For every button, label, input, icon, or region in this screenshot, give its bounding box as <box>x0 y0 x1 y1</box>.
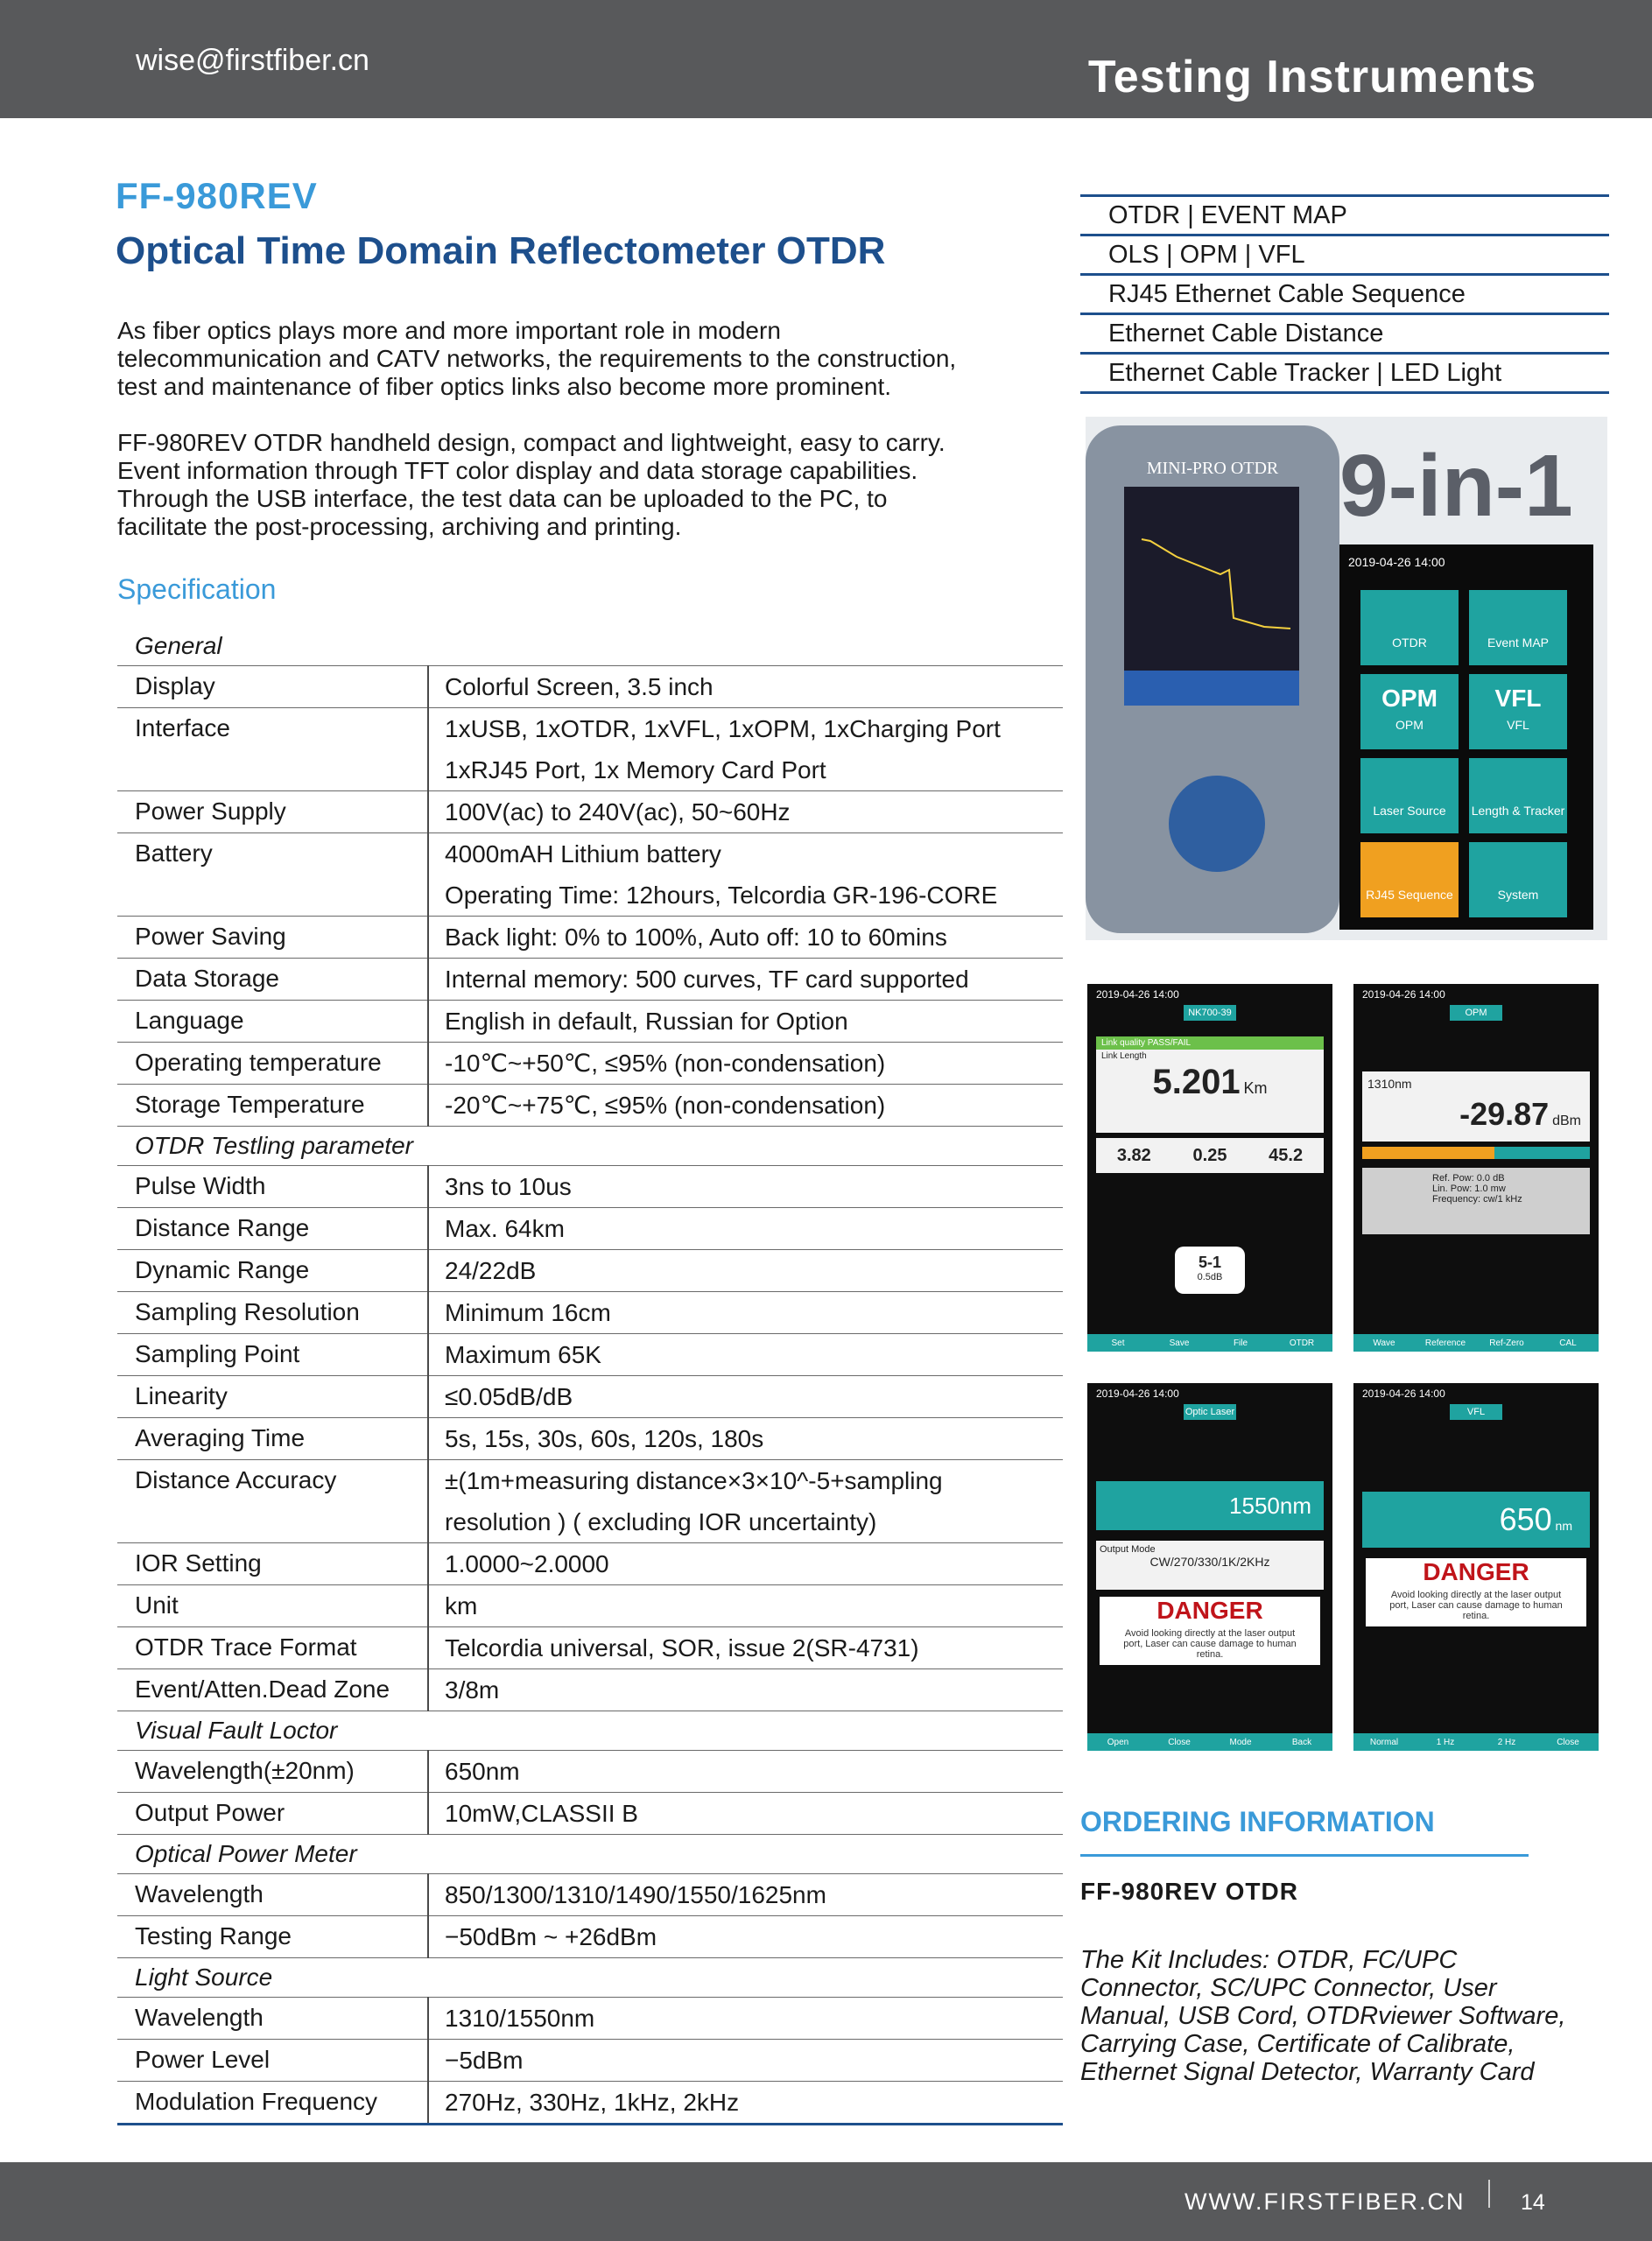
spec-value <box>428 1043 1063 1085</box>
loss-panel <box>1096 1138 1324 1173</box>
device-brand: MINI-PRO OTDR <box>1146 459 1279 478</box>
spec-value-line: 3/8m <box>445 1676 500 1704</box>
event-box[interactable] <box>1175 1247 1245 1294</box>
spec-value-line: 5s, 15s, 30s, 60s, 120s, 180s <box>445 1425 764 1452</box>
spec-row <box>117 1292 1063 1334</box>
softkey-reference[interactable]: Reference <box>1424 1338 1466 1348</box>
vfl-wavelength-panel <box>1362 1492 1590 1548</box>
menu-tile-label: RJ45 Sequence <box>1366 888 1453 902</box>
menu-tile-icon: OPM <box>1381 685 1438 712</box>
spec-group-row <box>117 1711 1063 1751</box>
menu-tile-label: OTDR <box>1392 636 1427 650</box>
spec-value <box>428 959 1063 1001</box>
danger-text: Avoid looking directly at the laser output port, Laser can cause damage to human retina. <box>1389 1590 1563 1621</box>
product-photo <box>1086 417 1607 940</box>
spec-value-line: Operating Time: 12hours, Telcordia GR-196-CORE <box>445 882 998 909</box>
status-bar: 2019-04-26 14:00 <box>1096 988 1179 1001</box>
event-loss: 0.5dB <box>1197 1272 1223 1282</box>
spec-group-title: Optical Power Meter <box>117 1835 1063 1874</box>
spec-value <box>428 2040 1063 2082</box>
opm-screen <box>1353 984 1599 1352</box>
softkey-cal[interactable]: CAL <box>1559 1338 1577 1348</box>
spec-row <box>117 791 1063 833</box>
feature-item: OLS | OPM | VFL <box>1080 236 1609 276</box>
softkey-bar <box>1087 1334 1332 1352</box>
spec-value-line: 1.0000~2.0000 <box>445 1550 609 1577</box>
spec-value <box>428 833 1063 917</box>
spec-key: Distance Range <box>117 1208 428 1250</box>
spec-value <box>428 1751 1063 1793</box>
spec-row <box>117 1250 1063 1292</box>
spec-key: Pulse Width <box>117 1166 428 1208</box>
feature-item: RJ45 Ethernet Cable Sequence <box>1080 276 1609 315</box>
menu-tile[interactable] <box>1360 842 1459 917</box>
menu-tile-label: OPM <box>1395 718 1424 732</box>
spec-value-line: ≤0.05dB/dB <box>445 1383 573 1410</box>
menu-tile[interactable] <box>1360 674 1459 749</box>
output-mode-value: CW/270/330/1K/2KHz <box>1149 1555 1270 1569</box>
intro-line: Event information through TFT color display and data storage capabilities. <box>117 457 918 484</box>
danger-title: DANGER <box>1423 1558 1529 1585</box>
ordering-divider <box>1080 1854 1529 1857</box>
spec-key: Wavelength(±20nm) <box>117 1751 428 1793</box>
spec-value <box>428 1292 1063 1334</box>
intro-paragraph-1 <box>117 317 1072 401</box>
intro-line: Through the USB interface, the test data can be uploaded to the PC, to <box>117 485 888 512</box>
menu-tile[interactable] <box>1469 590 1567 665</box>
link-length-value: 5.201 <box>1152 1063 1241 1101</box>
spec-row <box>117 1793 1063 1835</box>
menu-tile-label: Laser Source <box>1373 804 1446 818</box>
spec-row <box>117 1874 1063 1916</box>
opm-ref: Ref. Pow: 0.0 dB <box>1432 1173 1505 1184</box>
main-menu-screen <box>1339 544 1593 930</box>
opm-info-panel <box>1362 1168 1590 1234</box>
spec-group-row <box>117 1127 1063 1166</box>
link-loss-value: 3.82 <box>1116 1145 1151 1165</box>
spec-value-line: resolution ) ( excluding IOR uncertainty) <box>445 1508 877 1535</box>
spec-row <box>117 1543 1063 1585</box>
return-loss-value: 45.2 <box>1269 1145 1304 1165</box>
spec-group-title: Light Source <box>117 1958 1063 1998</box>
spec-row <box>117 1751 1063 1793</box>
spec-key: Interface <box>117 708 428 791</box>
spec-value <box>428 791 1063 833</box>
spec-key: Wavelength <box>117 1998 428 2040</box>
spec-row <box>117 1085 1063 1127</box>
spec-value <box>428 1460 1063 1543</box>
spec-value <box>428 1543 1063 1585</box>
status-bar: 2019-04-26 14:00 <box>1362 988 1445 1001</box>
spec-key: Operating temperature <box>117 1043 428 1085</box>
danger-warning <box>1366 1558 1586 1626</box>
ordering-heading: ORDERING INFORMATION <box>1080 1806 1435 1837</box>
softkey-1hz[interactable]: 1 Hz <box>1436 1738 1455 1747</box>
spec-group-row <box>117 1958 1063 1998</box>
softkey-bar <box>1353 1733 1599 1751</box>
spec-key: Unit <box>117 1585 428 1627</box>
softkey-bar <box>1353 1334 1599 1352</box>
spec-value <box>428 708 1063 791</box>
menu-tile-icon <box>1469 758 1567 798</box>
intro-line: As fiber optics plays more and more important role in modern <box>117 317 781 344</box>
spec-row <box>117 833 1063 917</box>
spec-key: Averaging Time <box>117 1418 428 1460</box>
intro-line: FF-980REV OTDR handheld design, compact and lightweight, easy to carry. <box>117 429 946 456</box>
spec-key: Data Storage <box>117 959 428 1001</box>
spec-key: Power Saving <box>117 917 428 959</box>
menu-tile-label: System <box>1497 888 1539 902</box>
softkey-normal[interactable]: Normal <box>1369 1738 1399 1747</box>
softkey-save[interactable]: Save <box>1169 1338 1190 1348</box>
spec-value <box>428 1793 1063 1835</box>
trace-graph-icon <box>1124 487 1299 706</box>
vfl-wavelength-unit: nm <box>1555 1519 1572 1533</box>
feature-item: OTDR | EVENT MAP <box>1080 197 1609 236</box>
spec-value-line: 1310/1550nm <box>445 2005 595 2032</box>
menu-tile-icon <box>1360 842 1459 882</box>
product-model: FF-980REV <box>116 175 318 216</box>
vfl-screen <box>1353 1383 1599 1751</box>
danger-text: Avoid looking directly at the laser output port, Laser can cause damage to human retina. <box>1123 1628 1297 1660</box>
nine-in-one-badge: 9-in-1 <box>1339 437 1573 535</box>
intro-line: facilitate the post-processing, archiving and printing. <box>117 513 682 540</box>
footer-separator <box>1488 2180 1490 2208</box>
spec-value-line: Max. 64km <box>445 1215 565 1242</box>
spec-value <box>428 1001 1063 1043</box>
softkey-back[interactable]: Back <box>1291 1738 1312 1747</box>
spec-row <box>117 917 1063 959</box>
spec-key: IOR Setting <box>117 1543 428 1585</box>
header-bar <box>0 0 1652 118</box>
spec-value-line: ±(1m+measuring distance×3×10^-5+sampling <box>445 1467 943 1494</box>
spec-value <box>428 1250 1063 1292</box>
softkey-otdr[interactable]: OTDR <box>1289 1338 1315 1348</box>
spec-value-line: -20℃~+75℃, ≤95% (non-condensation) <box>445 1092 886 1119</box>
spec-key: Language <box>117 1001 428 1043</box>
spec-value-line: 3ns to 10us <box>445 1173 572 1200</box>
ordering-model: FF-980REV OTDR <box>1080 1878 1298 1905</box>
menu-tile[interactable] <box>1469 674 1567 749</box>
spec-value-line: 10mW,CLASSII B <box>445 1800 638 1827</box>
spec-value-line: 270Hz, 330Hz, 1kHz, 2kHz <box>445 2089 740 2116</box>
spec-row <box>117 1669 1063 1711</box>
spec-value-line: -10℃~+50℃, ≤95% (non-condensation) <box>445 1050 886 1077</box>
spec-row <box>117 959 1063 1001</box>
opm-reading-panel <box>1362 1071 1590 1142</box>
spec-value <box>428 1916 1063 1958</box>
spec-row <box>117 1916 1063 1958</box>
screen-tag: NK700-39 <box>1184 1005 1236 1021</box>
header-email[interactable]: wise@firstfiber.cn <box>136 44 369 77</box>
feature-item: Ethernet Cable Distance <box>1080 315 1609 355</box>
spec-group-title: Visual Fault Loctor <box>117 1711 1063 1751</box>
softkey-close[interactable]: Close <box>1557 1738 1579 1747</box>
footer-url[interactable]: WWW.FIRSTFIBER.CN <box>1185 2188 1466 2215</box>
link-quality-bar: Link quality PASS/FAIL <box>1096 1036 1324 1050</box>
spec-key: Output Power <box>117 1793 428 1835</box>
menu-tile[interactable] <box>1360 758 1459 833</box>
menu-tile-icon: VFL <box>1494 685 1542 712</box>
spec-row <box>117 1460 1063 1543</box>
output-mode-label: Output Mode <box>1100 1544 1156 1555</box>
navigation-pad-icon <box>1169 776 1265 872</box>
spec-value <box>428 1585 1063 1627</box>
opm-level-fill <box>1362 1147 1494 1159</box>
spec-row <box>117 2040 1063 2082</box>
spec-row <box>117 1334 1063 1376</box>
spec-table <box>117 627 1063 2125</box>
spec-key: Power Supply <box>117 791 428 833</box>
menu-tile-icon <box>1469 842 1567 882</box>
spec-value <box>428 1085 1063 1127</box>
spec-value-line: English in default, Russian for Option <box>445 1008 848 1035</box>
spec-value <box>428 1166 1063 1208</box>
spec-value <box>428 666 1063 708</box>
spec-key: OTDR Trace Format <box>117 1627 428 1669</box>
spec-row <box>117 1166 1063 1208</box>
spec-key: Modulation Frequency <box>117 2082 428 2125</box>
kit-contents: The Kit Includes: OTDR, FC/UPC Connector, SC/UPC Connector, User Manual, USB Cord, OTDRviewer Software, Carrying Case, Certificate of Calibrate, Ethernet Signal Detector, Warranty Card <box>1080 1946 1566 2086</box>
spec-value-line: 850/1300/1310/1490/1550/1625nm <box>445 1881 826 1908</box>
spec-value-line: km <box>445 1592 478 1619</box>
feature-item: Ethernet Cable Tracker | LED Light <box>1080 355 1609 394</box>
spec-row <box>117 1376 1063 1418</box>
softkey-ref-zero[interactable]: Ref-Zero <box>1489 1338 1524 1348</box>
opm-power-value: -29.87 <box>1459 1096 1550 1132</box>
screen-tag: VFL <box>1450 1404 1502 1420</box>
opm-lin: Lin. Pow: 1.0 mw <box>1432 1184 1506 1194</box>
spec-row <box>117 1043 1063 1085</box>
screen-tag: Optic Laser <box>1184 1404 1236 1420</box>
spec-key: Dynamic Range <box>117 1250 428 1292</box>
menu-tile-label: Event MAP <box>1487 636 1550 650</box>
spec-value-line: 1xUSB, 1xOTDR, 1xVFL, 1xOPM, 1xCharging Port <box>445 715 1001 742</box>
spec-value-line: Minimum 16cm <box>445 1299 611 1326</box>
footer-bar <box>0 2162 1652 2241</box>
opm-freq: Frequency: cw/1 kHz <box>1432 1194 1522 1205</box>
spec-value <box>428 1669 1063 1711</box>
spec-row <box>117 2082 1063 2125</box>
spec-value-line: Internal memory: 500 curves, TF card supported <box>445 966 969 993</box>
opm-wavelength: 1310nm <box>1367 1077 1412 1091</box>
intro-line: test and maintenance of fiber optics links also become more prominent. <box>117 373 892 400</box>
screen-tag: OPM <box>1450 1005 1502 1021</box>
softkey-wave[interactable]: Wave <box>1373 1338 1395 1348</box>
spec-value-line: −50dBm ~ +26dBm <box>445 1923 657 1950</box>
spec-value <box>428 917 1063 959</box>
spec-value-line: 100V(ac) to 240V(ac), 50~60Hz <box>445 798 791 825</box>
menu-tile-icon <box>1360 758 1459 798</box>
spec-value <box>428 1627 1063 1669</box>
optic-laser-screen <box>1087 1383 1332 1751</box>
spec-row <box>117 1001 1063 1043</box>
spec-key: Wavelength <box>117 1874 428 1916</box>
softkey-mode[interactable]: Mode <box>1229 1738 1252 1747</box>
spec-key: Battery <box>117 833 428 917</box>
danger-warning <box>1100 1597 1320 1665</box>
spec-value <box>428 1874 1063 1916</box>
softkey-file[interactable]: File <box>1233 1338 1248 1348</box>
spec-key: Sampling Point <box>117 1334 428 1376</box>
status-bar: 2019-04-26 14:00 <box>1096 1387 1179 1400</box>
opm-power-unit: dBm <box>1552 1113 1581 1128</box>
spec-row <box>117 1208 1063 1250</box>
spec-value <box>428 1376 1063 1418</box>
spec-value-line: Telcordia universal, SOR, issue 2(SR-4731) <box>445 1634 919 1661</box>
spec-group-title: OTDR Testling parameter <box>117 1127 1063 1166</box>
spec-group-title: General <box>117 627 1063 666</box>
device-screen <box>1124 487 1299 706</box>
page-number: 14 <box>1521 2190 1545 2215</box>
spec-value-line: Back light: 0% to 100%, Auto off: 10 to 60mins <box>445 924 947 951</box>
laser-wavelength-panel <box>1096 1481 1324 1530</box>
spec-value-line: Maximum 65K <box>445 1341 601 1368</box>
spec-row <box>117 1627 1063 1669</box>
softkey-open[interactable]: Open <box>1107 1738 1129 1747</box>
spec-key: Linearity <box>117 1376 428 1418</box>
menu-tile[interactable] <box>1469 842 1567 917</box>
menu-status-bar: 2019-04-26 14:00 <box>1348 555 1445 569</box>
average-loss-value: 0.25 <box>1192 1145 1227 1165</box>
link-length-unit: Km <box>1243 1079 1268 1097</box>
spec-value-line: 4000mAH Lithium battery <box>445 840 721 868</box>
feature-list <box>1080 194 1609 394</box>
spec-key: Distance Accuracy <box>117 1460 428 1543</box>
spec-value <box>428 1998 1063 2040</box>
spec-value <box>428 1334 1063 1376</box>
menu-tile[interactable] <box>1360 590 1459 665</box>
menu-tile-label: Length & Tracker <box>1471 804 1565 818</box>
menu-tile-label: VFL <box>1507 718 1529 732</box>
menu-tile[interactable] <box>1469 758 1567 833</box>
link-result-panel <box>1096 1036 1324 1133</box>
vfl-wavelength: 650 <box>1499 1501 1552 1537</box>
softkey-2hz[interactable]: 2 Hz <box>1497 1738 1516 1747</box>
spec-value-line: 650nm <box>445 1758 520 1785</box>
spec-value-line: 24/22dB <box>445 1257 537 1284</box>
menu-tile-icon <box>1469 590 1567 630</box>
spec-row <box>117 1998 1063 2040</box>
softkey-close[interactable]: Close <box>1168 1738 1191 1747</box>
spec-group-row <box>117 1835 1063 1874</box>
output-mode-panel <box>1096 1541 1324 1590</box>
spec-value-line: −5dBm <box>445 2047 524 2074</box>
section-title: Testing Instruments <box>1087 52 1536 102</box>
softkey-bar <box>1087 1733 1332 1751</box>
laser-wavelength: 1550nm <box>1229 1493 1311 1519</box>
spec-value-line: 1xRJ45 Port, 1x Memory Card Port <box>445 756 826 783</box>
spec-value <box>428 1418 1063 1460</box>
status-bar: 2019-04-26 14:00 <box>1362 1387 1445 1400</box>
otdr-device <box>1086 425 1339 933</box>
spec-row <box>117 1585 1063 1627</box>
spec-heading: Specification <box>117 573 277 605</box>
product-title: Optical Time Domain Reflectometer OTDR <box>116 229 886 272</box>
spec-key: Display <box>117 666 428 708</box>
spec-key: Storage Temperature <box>117 1085 428 1127</box>
intro-paragraph-2 <box>117 429 1072 541</box>
event-id: 5-1 <box>1198 1254 1221 1271</box>
opm-level-bar <box>1362 1147 1590 1159</box>
spec-value <box>428 2082 1063 2125</box>
spec-key: Event/Atten.Dead Zone <box>117 1669 428 1711</box>
spec-value <box>428 1208 1063 1250</box>
spec-value-line: Colorful Screen, 3.5 inch <box>445 673 714 700</box>
spec-group-row <box>117 627 1063 666</box>
spec-key: Power Level <box>117 2040 428 2082</box>
spec-row <box>117 1418 1063 1460</box>
spec-row <box>117 708 1063 791</box>
link-length-label: Link Length <box>1101 1051 1147 1061</box>
danger-title: DANGER <box>1156 1597 1263 1624</box>
menu-tile-icon <box>1360 590 1459 630</box>
spec-key: Testing Range <box>117 1916 428 1958</box>
spec-row <box>117 666 1063 708</box>
spec-key: Sampling Resolution <box>117 1292 428 1334</box>
softkey-set[interactable]: Set <box>1111 1338 1125 1348</box>
link-map-screen <box>1087 984 1332 1352</box>
intro-line: telecommunication and CATV networks, the requirements to the construction, <box>117 345 957 372</box>
